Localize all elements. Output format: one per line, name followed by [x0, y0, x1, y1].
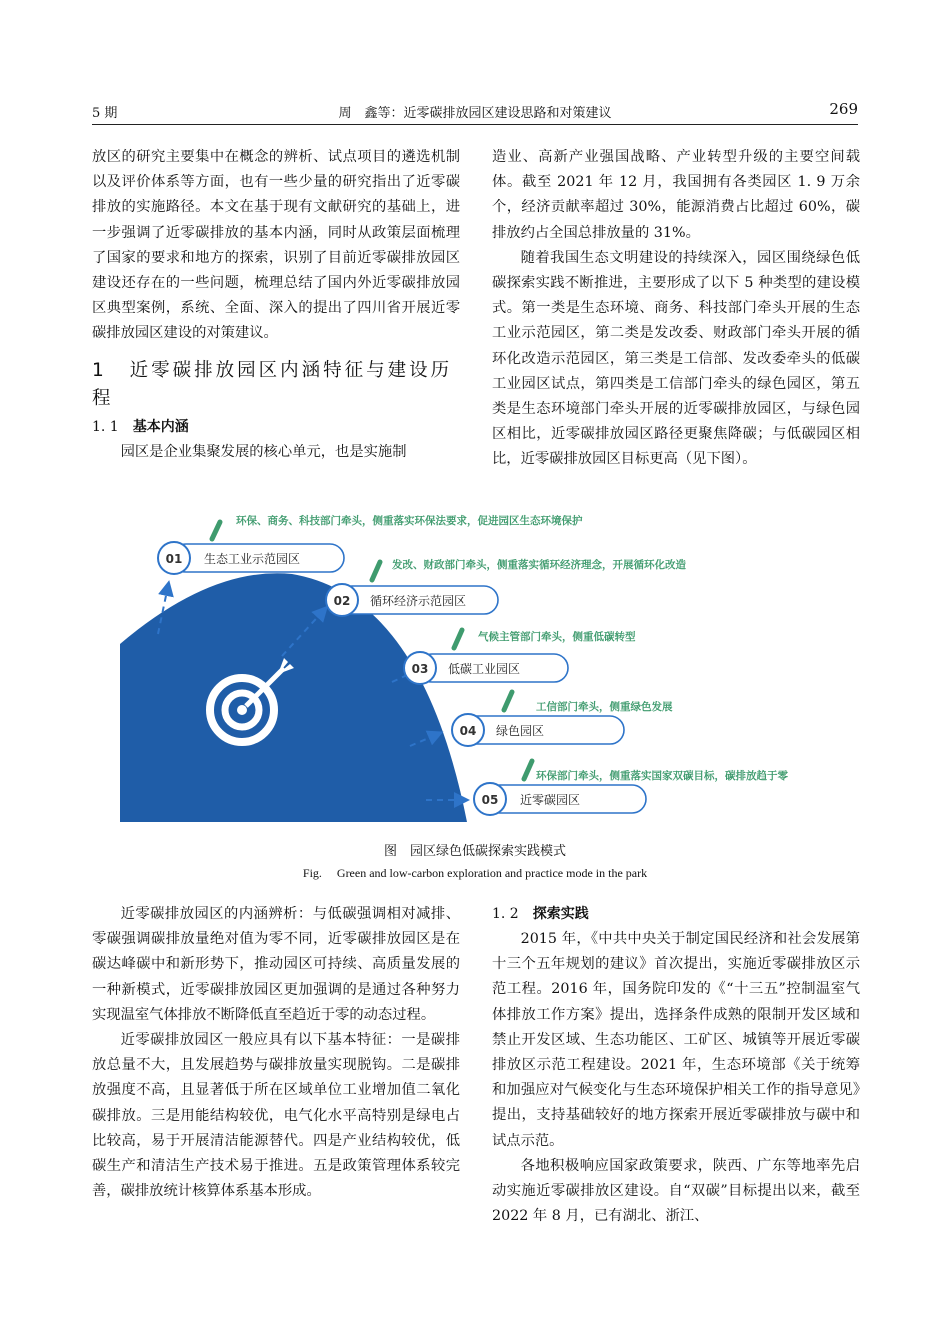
paragraph: 园区是企业集聚发展的核心单元，也是实施制 — [120, 443, 407, 460]
journal-issue: 5 期 — [92, 106, 118, 121]
subsection-heading — [92, 415, 460, 440]
left-column-bottom — [92, 902, 460, 1204]
paragraph: 造业、高新产业强国战略、产业转型升级的主要空间载体。截至 2021 年 12 月，我国拥有各类园区 1. 9 万余个，经济贡献率超过 30%，能源消费占比超过 60%，碳排放约占全国总排放量的 31%。 — [492, 149, 860, 241]
svg-text:绿色园区: 绿色园区 — [496, 724, 545, 738]
figure-caption-cn: 图 园区绿色低碳探索实践模式 — [383, 844, 566, 859]
subsection-title: 探索实践 — [532, 906, 589, 922]
svg-text:工信部门牵头，侧重绿色发展: 工信部门牵头，侧重绿色发展 — [536, 701, 673, 713]
section-heading — [92, 357, 460, 413]
svg-text:环保、商务、科技部门牵头，侧重落实环保法要求，促进园区生态环: 环保、商务、科技部门牵头，侧重落实环保法要求，促进园区生态环境保护 — [236, 515, 583, 527]
svg-text:循环经济示范园区: 循环经济示范园区 — [370, 594, 467, 608]
svg-text:发改、财政部门牵头，侧重落实循环经济理念，开展循环化改造: 发改、财政部门牵头，侧重落实循环经济理念，开展循环化改造 — [392, 559, 686, 571]
figure-caption-en: Fig. Green and low-carbon exploration and practice mode in the park — [302, 866, 648, 880]
paragraph: 各地积极响应国家政策要求，陕西、广东等地率先启动实施近零碳排放区建设。自“双碳”目标提出以来，截至 2022 年 8 月，已有湖北、浙江、 — [492, 1157, 860, 1225]
paragraph: 2015 年，《中共中央关于制定国民经济和社会发展第十三个五年规划的建议》首次提出，实施近零碳排放区示范工程。2016 年，国务院印发的《“十三五”控制温室气体排放工作方案》提出，选择条件成熟的限制开发区域和禁止开发区域、生态功能区、工矿区、城镇等开展近零碳排放区示范工程建设。2021 年，生态环境部《关于统筹和加强应对气候变化与生态环境保护相关工作的指导意见》提出，支持基础较好的地方探索开展近零碳排放与碳中和试点示范。 — [492, 931, 860, 1149]
svg-text:低碳工业园区: 低碳工业园区 — [448, 662, 521, 676]
svg-text:02: 02 — [333, 594, 351, 608]
svg-text:近零碳园区: 近零碳园区 — [520, 793, 581, 807]
svg-text:05: 05 — [481, 793, 499, 807]
svg-text:01: 01 — [165, 552, 183, 566]
svg-text:环保部门牵头，侧重落实国家双碳目标，碳排放趋于零: 环保部门牵头，侧重落实国家双碳目标，碳排放趋于零 — [536, 770, 788, 782]
paragraph: 近零碳排放园区的内涵辨析：与低碳强调相对减排、零碳强调碳排放量绝对值为零不同，近零碳排放园区是在碳达峰碳中和新形势下，推动园区可持续、高质量发展的一种新模式，近零碳排放园区更加强调的是通过各种努力实现温室气体排放不断降低直至趋近于零的动态过程。 — [92, 906, 460, 1023]
svg-text:气候主管部门牵头，侧重低碳转型: 气候主管部门牵头，侧重低碳转型 — [478, 631, 636, 643]
right-column-bottom — [492, 902, 860, 1229]
right-column-top — [492, 145, 860, 473]
figure-svg — [92, 506, 858, 824]
running-title: 周 鑫等：近零碳排放园区建设思路和对策建议 — [338, 106, 612, 121]
paragraph: 放区的研究主要集中在概念的辨析、试点项目的遴选机制以及评价体系等方面，也有一些少量的研究指出了近零碳排放的实施路径。本文在基于现有文献研究的基础上，进一步强调了近零碳排放的基本内涵，同时从政策层面梳理了国家的要求和地方的探索，识别了目前近零碳排放园区建设还存在的一些问题，梳理总结了国内外近零碳排放园区典型案例，系统、全面、深入的提出了四川省开展近零碳排放园区建设的对策建议。 — [92, 149, 460, 342]
subsection-number: 1. 1 — [92, 418, 119, 435]
paragraph: 随着我国生态文明建设的持续深入，园区围绕绿色低碳探索实践不断推进，主要形成了以下 5 种类型的建设模式。第一类是生态环境、商务、科技部门牵头开展的生态工业示范园区，第二类是发改委、财政部门牵头开展的循环化改造示范园区，第三类是工信部、发改委牵头的低碳工业园区试点，第四类是工信部门牵头的绿色园区，第五类是生态环境部门牵头开展的近零碳排放园区，与绿色园区相比，近零碳排放园区路径更聚焦降碳；与低碳园区相比，近零碳排放园区目标更高（见下图）。 — [492, 249, 860, 468]
page-number: 269 — [829, 100, 858, 118]
svg-text:04: 04 — [459, 724, 477, 738]
paragraph: 近零碳排放园区一般应具有以下基本特征：一是碳排放总量不大，且发展趋势与碳排放量实现脱钩。二是碳排放强度不高，且显著低于所在区域单位工业增加值二氧化碳排放。三是用能结构较优，电气化水平高特别是绿电占比较高，易于开展清洁能源替代。四是产业结构较优，低碳生产和清洁生产技术易于推进。五是政策管理体系较完善，碳排放统计核算体系基本形成。 — [92, 1032, 460, 1200]
section-number: 1 — [92, 359, 107, 381]
svg-text:03: 03 — [411, 662, 429, 676]
svg-text:生态工业示范园区: 生态工业示范园区 — [204, 552, 301, 566]
section-title: 近零碳排放园区内涵特征与建设历程 — [92, 359, 453, 409]
left-column-top — [92, 145, 460, 465]
header-rule — [92, 124, 858, 125]
subsection-title: 基本内涵 — [132, 418, 189, 435]
subsection-heading — [492, 902, 860, 927]
figure-diagram — [92, 506, 858, 824]
subsection-number: 1. 2 — [492, 906, 519, 922]
